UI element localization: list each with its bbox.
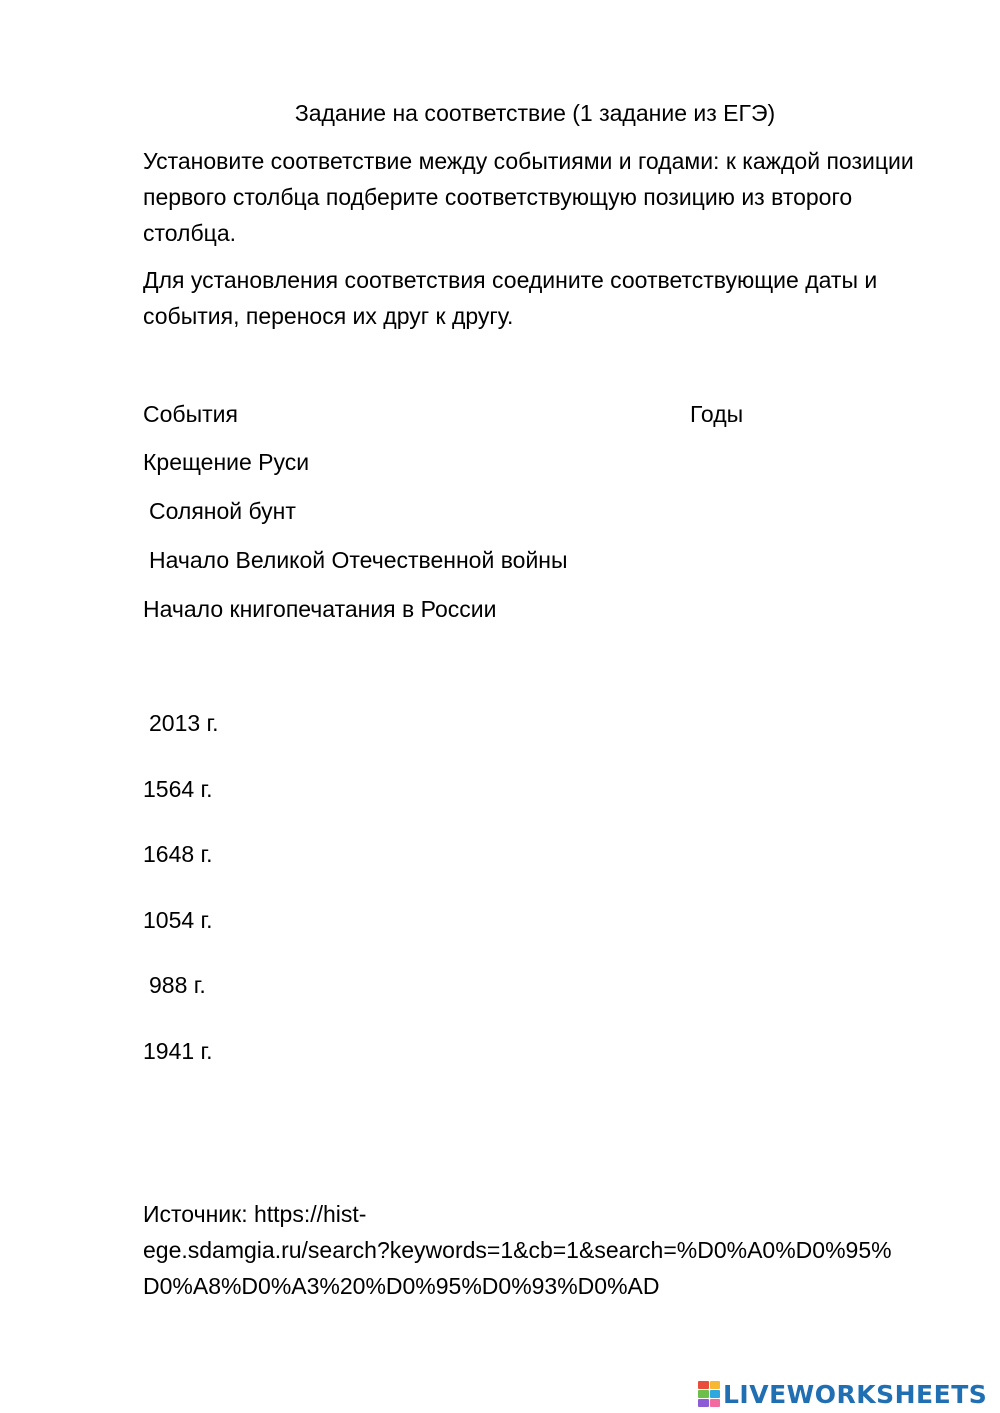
instruction-paragraph-2: Для установления соответствия соедините соответствующие даты и события, перенося их друг к другу.: [143, 267, 878, 329]
source-label: Источник: https://hist-: [143, 1201, 367, 1227]
logo-mark-cell: [710, 1381, 721, 1389]
year-item[interactable]: 2013 г.: [149, 710, 219, 736]
event-item[interactable]: Крещение Руси: [143, 449, 310, 475]
source-url-line: D0%A8%D0%A3%20%D0%95%D0%93%D0%AD: [143, 1273, 660, 1299]
instruction-paragraph-1: Установите соответствие между событиями и годами: к каждой позиции первого столбца подберите соответствующую позицию из второго столбца.: [143, 148, 914, 246]
logo-mark-cell: [698, 1381, 709, 1389]
year-item[interactable]: 1054 г.: [143, 907, 213, 933]
year-item[interactable]: 988 г.: [149, 972, 206, 998]
event-item[interactable]: Начало Великой Отечественной войны: [149, 547, 568, 573]
logo-mark-cell: [710, 1390, 721, 1398]
page-title: Задание на соответствие (1 задание из ЕГЭ): [294, 100, 776, 126]
logo-mark-cell: [698, 1390, 709, 1398]
liveworksheets-logo-text: LIVEWORKSHEETS: [723, 1379, 988, 1409]
event-item[interactable]: Соляной бунт: [149, 498, 296, 524]
source-url-line: ege.sdamgia.ru/search?keywords=1&cb=1&search=%D0%A0%D0%95%: [143, 1237, 892, 1263]
year-item[interactable]: 1648 г.: [143, 841, 213, 867]
year-item[interactable]: 1941 г.: [143, 1038, 213, 1064]
logo-mark-cell: [710, 1399, 721, 1407]
logo-mark-cell: [698, 1399, 709, 1407]
liveworksheets-logo: [698, 1377, 987, 1411]
events-column-header: События: [143, 401, 238, 427]
liveworksheets-logo-icon: [698, 1381, 720, 1407]
years-column-header: Годы: [690, 401, 744, 427]
year-item[interactable]: 1564 г.: [143, 776, 213, 802]
event-item[interactable]: Начало книгопечатания в России: [143, 596, 497, 622]
